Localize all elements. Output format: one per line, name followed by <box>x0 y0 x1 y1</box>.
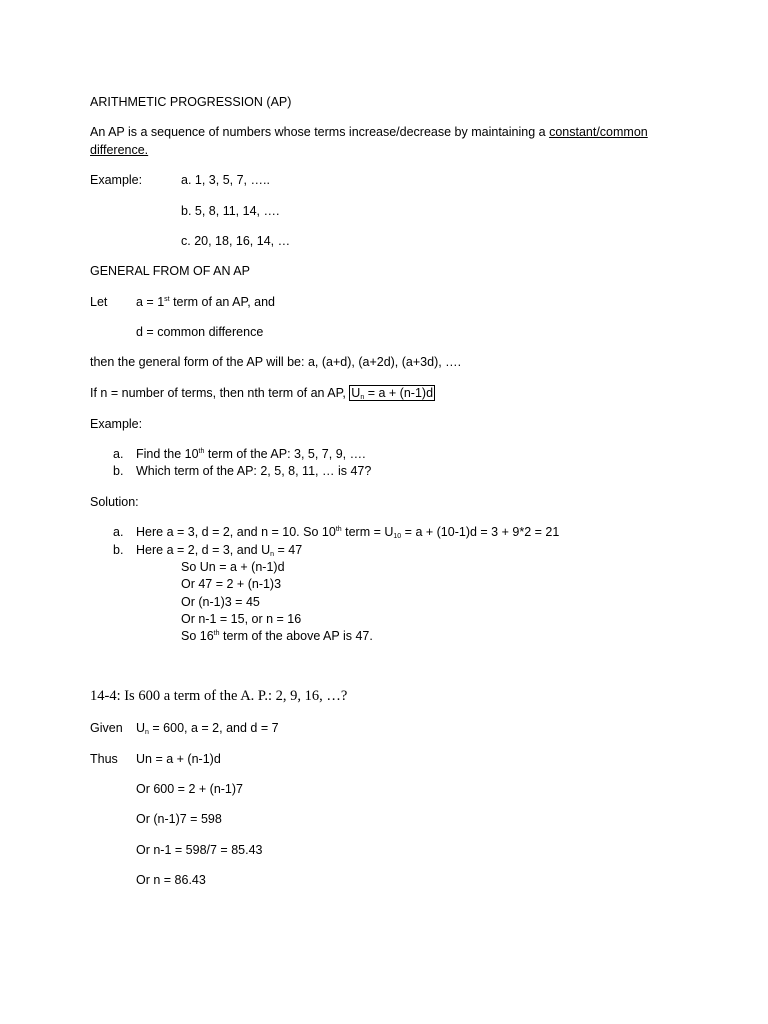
let-d-line: d = common difference <box>136 325 264 339</box>
problem-heading: 14-4: Is 600 a term of the A. P.: 2, 9, 16, …? <box>90 688 348 704</box>
let-label: Let <box>90 295 108 309</box>
solution-item-b: Here a = 2, d = 3, and $U_n = 47$ <box>136 543 303 558</box>
list-marker: b. <box>113 464 124 478</box>
list-marker: b. <box>113 543 124 557</box>
problem-step: Or n = 86.43 <box>136 873 206 887</box>
given-line: $U_n = 600$, a = 2, and d = 7 <box>136 721 279 736</box>
nth-term-formula-box: $U_n = a + (n-1)d$ <box>351 386 434 401</box>
list-marker: a. <box>113 447 124 461</box>
problem-step: Or 600 = 2 + (n-1)7 <box>136 782 244 796</box>
page-title: ARITHMETIC PROGRESSION (AP) <box>90 95 292 109</box>
thus-label: Thus <box>90 752 118 766</box>
thus-line: Un = a + (n-1)d <box>136 752 221 766</box>
solution-step: Or (n-1)3 = 45 <box>181 595 260 609</box>
example2-label: Example: <box>90 417 143 431</box>
general-heading: GENERAL FROM OF AN AP <box>90 264 250 278</box>
solution-step: So Un = a + (n-1)d <box>181 560 285 574</box>
example2-item-a: Find the 10th term of the AP: 3, 5, 7, 9, …. <box>136 447 366 461</box>
solution-item-a: Here a = 3, d = 2, and n = 10. So 10th term = $U_{10} = a + (10-1)d = 3 + 9*2 = 21$ <box>136 525 560 540</box>
example1-item-c: c. 20, 18, 16, 14, … <box>181 234 291 248</box>
nth-term-line: If n = number of terms, then nth term of an AP, $U_n = a + (n-1)d$ <box>90 386 434 401</box>
list-marker: a. <box>113 525 124 539</box>
example1-item-a: a. 1, 3, 5, 7, ….. <box>181 173 270 187</box>
example1-label: Example: <box>90 173 143 187</box>
solution-label: Solution: <box>90 495 139 509</box>
example1-item-b: b. 5, 8, 11, 14, …. <box>181 204 280 218</box>
given-label: Given <box>90 721 123 735</box>
let-a-line: a = 1st term of an AP, and <box>136 295 276 309</box>
definition-line1: An AP is a sequence of numbers whose terms increase/decrease by maintaining a constant/common <box>90 125 648 139</box>
solution-step: Or 47 = 2 + (n-1)3 <box>181 577 282 591</box>
definition-line2: difference. <box>90 143 149 157</box>
underlined-term: constant/common <box>549 125 648 139</box>
example2-item-b: Which term of the AP: 2, 5, 8, 11, … is 47? <box>136 464 372 478</box>
solution-step: Or n-1 = 15, or n = 16 <box>181 612 302 626</box>
solution-final: So 16th term of the above AP is 47. <box>181 629 373 643</box>
problem-step: Or (n-1)7 = 598 <box>136 812 222 826</box>
general-form-line: then the general form of the AP will be: a, (a+d), (a+2d), (a+3d), …. <box>90 355 462 369</box>
problem-step: Or n-1 = 598/7 = 85.43 <box>136 843 263 857</box>
